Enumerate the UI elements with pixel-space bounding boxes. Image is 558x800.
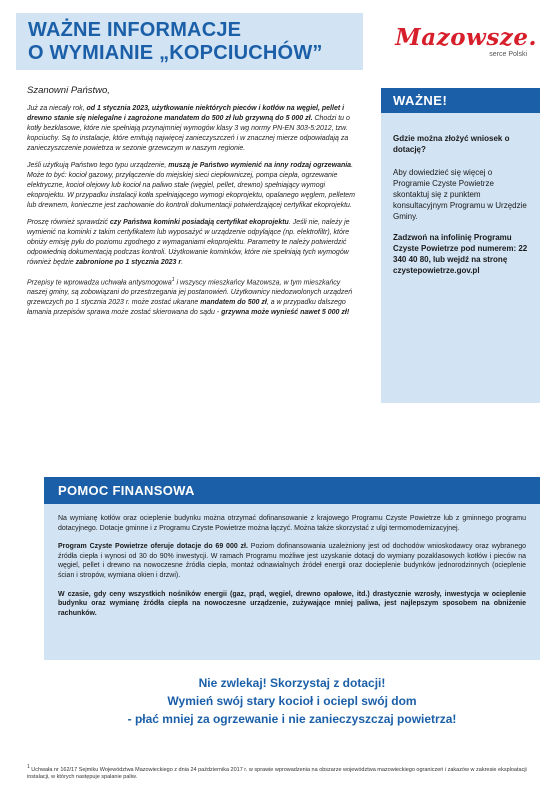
text-run: , a w przypadku dalszego łamania przepisów sprawa może zostać skierowana do sądu -	[27, 299, 346, 317]
letter-paragraph-3	[27, 218, 362, 268]
sidebar-contact: Zadzwoń na infolinię Programu Czyste Powietrze pod numerem: 22 340 40 80, lub wejdź na stronę czystepowietrze.gov.pl	[393, 233, 528, 275]
logo-tagline: serce Polski	[489, 51, 527, 58]
greeting: Szanowni Państwo,	[27, 85, 110, 96]
header-box	[16, 13, 363, 70]
letter-paragraph-4	[27, 275, 362, 318]
text-run: Poziom dofinansowania uzależniony jest od dochodów wnioskodawcy oraz wybranego źródła ciepła i wynosi od 30 do 90% inwestycji. W ramach Programu możliwe jest uzyskanie dotacji do wymiany pozaklasowych kotłów i pieców na węgiel, pellet i drewno na nowoczesne źródła ciepła, montaż odnawialnych źródeł energii oraz docieplenie budynków jednorodzinnych (ocieplenie ścian i stropów, wymiana okien i drzwi).	[58, 543, 526, 579]
text-run: Przepisy te wprowadza uchwała antysmogowa	[27, 279, 172, 287]
text-bold: muszą je Państwo wymienić na inny rodzaj ogrzewania	[168, 162, 352, 169]
footnote-text: Uchwała nr 162/17 Sejmiku Województwa Mazowieckiego z dnia 24 października 2017 r. w sprawie wprowadzenia na obszarze województwa mazowieckiego ograniczeń i zakazów w zakresie eksploatacji instalacji, w których następuje spalanie paliw.	[27, 766, 527, 781]
call-to-action	[44, 674, 540, 728]
title-line-1: WAŻNE INFORMACJE	[28, 19, 242, 41]
text-bold: od 1 stycznia 2023, użytkowanie niektórych pieców i kotłów na węgiel, pellet i drewno stanie się nielegalne i zagrożone mandatem do 500 zł lub grzywną do 5 000 zł.	[27, 105, 345, 122]
text-bold: W czasie, gdy ceny wszystkich nośników energii (gaz, prąd, węgiel, drewno opałowe, itd.) drastycznie wzrosły, inwestycja w ocieplenie budynku oraz wymianę źródła ciepła na nowoczesne urządzenie, zużywające mniej paliwa, jest najlepszym sposobem na obniżenie rachunków.	[58, 590, 526, 617]
letter-paragraph-2	[27, 161, 362, 211]
sidebar-text: Aby dowiedzieć się więcej o Programie Czyste Powietrze skontaktuj się z punktem konsultacyjnym Programu w Urzędzie Gminy.	[393, 168, 527, 221]
text-bold: czy Państwa kominki posiadają certyfikat ekoprojektu	[109, 219, 289, 226]
cta-line-2: Wymień swój stary kocioł i ociepl swój dom	[167, 694, 417, 708]
financial-aid-body	[44, 504, 540, 660]
mazowsze-logo	[377, 25, 537, 58]
important-sidebar	[381, 88, 540, 403]
text-run: Proszę również sprawdzić	[27, 219, 110, 226]
aid-paragraph-2	[58, 542, 526, 580]
sidebar-heading: WAŻNE!	[381, 88, 540, 113]
text-bold: zabronione po 1 stycznia 2023 r	[75, 259, 182, 266]
text-bold: Program Czyste Powietrze oferuje dotacje do 69 000 zł.	[58, 543, 248, 551]
letter-body	[27, 85, 362, 325]
sidebar-question: Gdzie można złożyć wniosek o dotację?	[393, 134, 510, 154]
text-run: Jeśli użytkują Państwo tego typu urządzenie,	[27, 162, 169, 169]
footnote-marker: 1	[27, 764, 30, 770]
logo-brand: Mazowsze.	[395, 24, 537, 51]
sidebar-body	[381, 113, 540, 403]
text-run: i wszyscy mieszkańcy Mazowsza, w tym mieszkańcy naszej gminy, są zobowiązani do przestrzegania jej postanowień. Użytkownicy niedozwolonych urządzeń grzewczych po 1 stycznia 2023 r. może zostać ukarane	[27, 279, 353, 307]
aid-paragraph-3	[58, 590, 526, 619]
text-bold: mandatem do 500 zł	[200, 299, 267, 307]
text-run: Już za niecały rok,	[27, 105, 87, 112]
letter-paragraph-1	[27, 104, 362, 154]
text-run: . Może to być: kocioł gazowy, przyłączenie do miejskiej sieci ciepłowniczej, pompa ciepła, ogrzewanie elektryczne, kocioł olejowy lub kocioł na paliwo stałe (węgiel, pellet, drewno) spełniający wymogi ekoprojektu. W przypadku instalacji kotła spełniającego wymogi ekoprojektu, opalanego węglem, pelletem lub drewnem, konieczne jest zachowanie do kontroli dokumentacji potwierdzającej certyfikat ekoprojektu.	[27, 162, 356, 209]
text-run: .	[181, 259, 184, 266]
page-title	[28, 19, 353, 65]
text-run: Chodzi tu o kotły bezklasowe, które nie spełniają przynajmniej wymogów klasy 3 wg normy PN-EN 303-5:2012, tzw. kopciuchy. Są to instalacje, które emitują najwięcej zanieczyszczeń i w znacznej mierze odpowiadają za zanieczyszczenie powietrza w sezonie grzewczym w naszym regionie.	[27, 115, 350, 152]
cta-line-1: Nie zwlekaj! Skorzystaj z dotacji!	[198, 676, 386, 690]
aid-paragraph-1: Na wymianę kotłów oraz ocieplenie budynku można otrzymać dofinansowanie z krajowego Programu Czyste Powietrze lub z gminnego programu dotacyjnego. Dotacje gminne i z Programu Czyste Powietrze można łączyć. Można także skorzystać z ulgi termomodernizacyjnej.	[58, 515, 526, 532]
text-bold: grzywna może wynieść nawet 5 000 zł!	[221, 309, 350, 317]
title-line-2: O WYMIANIE „KOPCIUCHÓW”	[28, 42, 323, 64]
cta-line-3: - płać mniej za ogrzewanie i nie zanieczyszczaj powietrza!	[127, 712, 457, 726]
footnote	[27, 764, 540, 782]
text-run: . Jeśli nie, należy je wymienić na kominki z takim certyfikatem lub wyposażyć w urządzenie odpylające (np. elektrofiltr), które obniży emisję pyłu do poziomu zgodnego z wymaganiami ekoprojektu. Parametry te należy potwierdzić odpowiednią dokumentacją podczas kontroli. Użytkowanie kominków, które nie spełniają tych wymogów również będzie	[27, 219, 350, 266]
financial-aid-heading: POMOC FINANSOWA	[44, 477, 540, 504]
footnote-marker: 1	[171, 277, 175, 283]
